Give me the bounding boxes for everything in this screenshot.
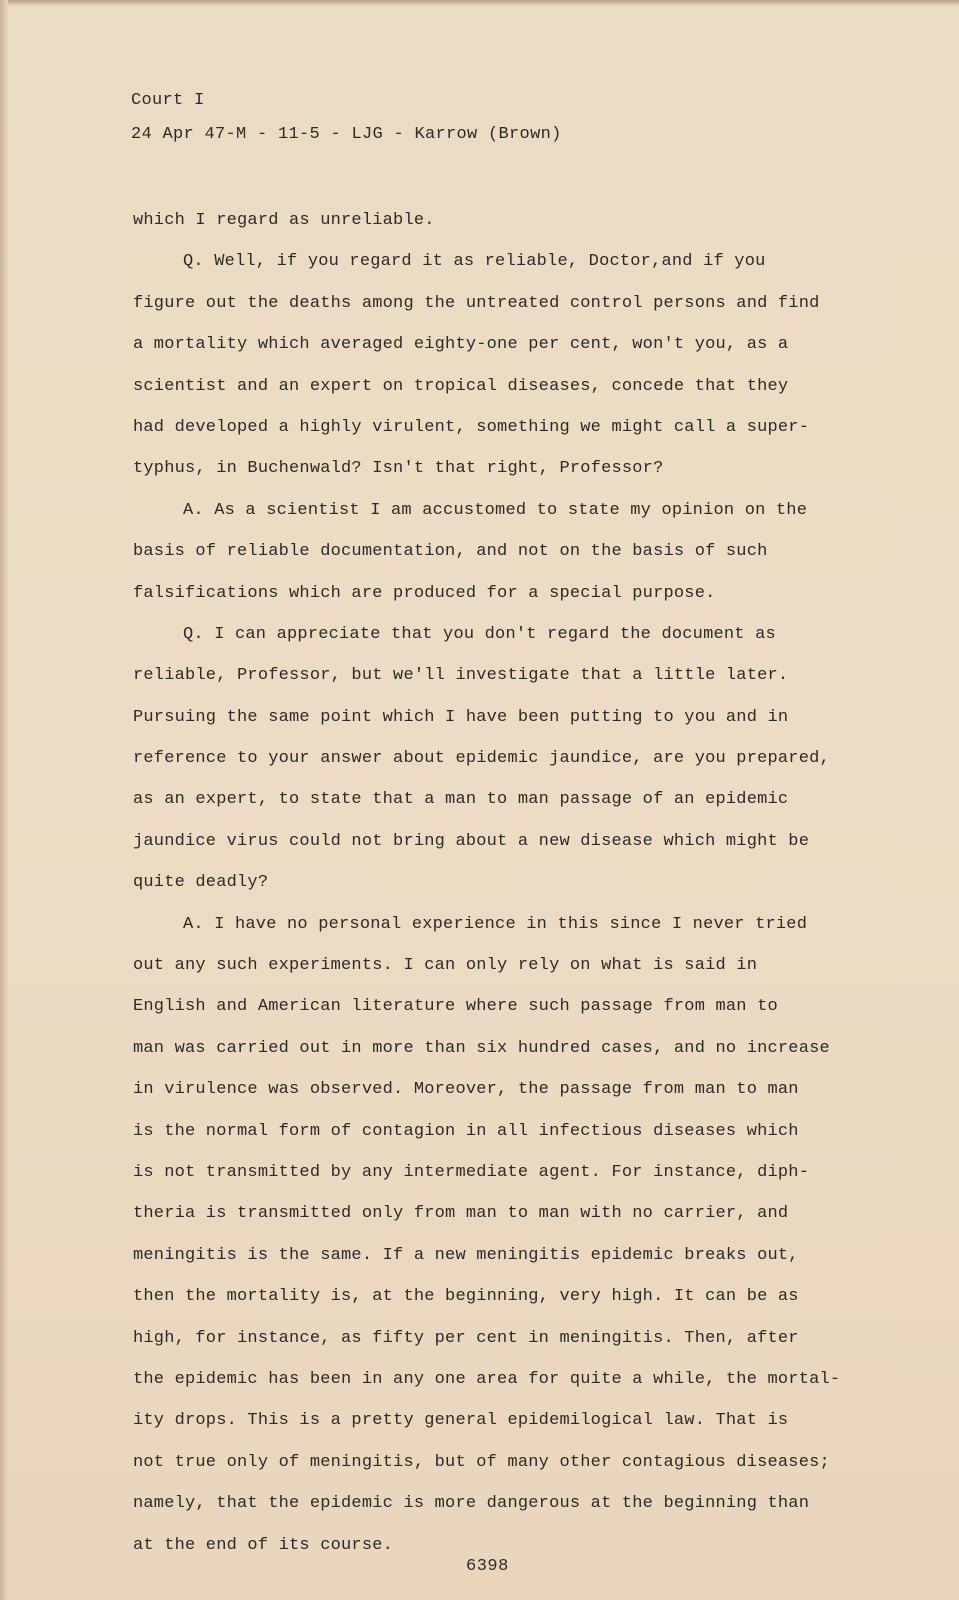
transcript-line: theria is transmitted only from man to man with no carrier, and xyxy=(133,1204,789,1224)
transcript-line: the epidemic has been in any one area for quite a while, the mortal- xyxy=(133,1369,841,1389)
transcript-line: quite deadly? xyxy=(133,873,269,893)
transcript-line: figure out the deaths among the untreated control persons and find xyxy=(133,293,820,313)
transcript-line: in virulence was observed. Moreover, the passage from man to man xyxy=(133,1080,799,1100)
transcript-line: namely, that the epidemic is more dangerous at the beginning than xyxy=(133,1494,810,1514)
transcript-line: scientist and an expert on tropical diseases, concede that they xyxy=(133,376,789,396)
transcript-line: out any such experiments. I can only rely on what is said in xyxy=(133,956,758,976)
session-line: 24 Apr 47-M - 11-5 - LJG - Karrow (Brown) xyxy=(131,125,562,144)
page-left-edge xyxy=(0,0,8,1600)
transcript-line: reference to your answer about epidemic jaundice, are you prepared, xyxy=(133,749,830,769)
transcript-line: English and American literature where such passage from man to xyxy=(133,997,778,1017)
transcript-line: A. I have no personal experience in this since I never tried xyxy=(183,914,808,934)
transcript-body xyxy=(133,200,853,1566)
transcript-line: Q. Well, if you regard it as reliable, Doctor,and if you xyxy=(183,252,766,272)
transcript-line: Pursuing the same point which I have been putting to you and in xyxy=(133,707,789,727)
transcript-line: which I regard as unreliable. xyxy=(133,211,435,230)
transcript-line: is the normal form of contagion in all infectious diseases which xyxy=(133,1121,799,1141)
transcript-line: is not transmitted by any intermediate agent. For instance, diph- xyxy=(133,1162,810,1182)
transcript-line: then the mortality is, at the beginning, very high. It can be as xyxy=(133,1287,799,1307)
transcript-line: high, for instance, as fifty per cent in meningitis. Then, after xyxy=(133,1328,799,1348)
transcript-line: ity drops. This is a pretty general epidemilogical law. That is xyxy=(133,1411,789,1431)
transcript-line: falsifications which are produced for a special purpose. xyxy=(133,583,716,603)
transcript-line: man was carried out in more than six hundred cases, and no increase xyxy=(133,1038,830,1058)
page-number: 6398 xyxy=(466,1557,509,1576)
transcript-line: A. As a scientist I am accustomed to state my opinion on the xyxy=(183,500,808,520)
transcript-line: had developed a highly virulent, something we might call a super- xyxy=(133,417,810,437)
court-label: Court I xyxy=(131,91,205,110)
transcript-line: as an expert, to state that a man to man passage of an epidemic xyxy=(133,790,789,810)
transcript-line: typhus, in Buchenwald? Isn't that right, Professor? xyxy=(133,459,664,479)
transcript-line: not true only of meningitis, but of many other contagious diseases; xyxy=(133,1452,830,1472)
transcript-line: meningitis is the same. If a new meningitis epidemic breaks out, xyxy=(133,1245,799,1265)
transcript-line: jaundice virus could not bring about a new disease which might be xyxy=(133,831,810,851)
page-top-edge xyxy=(0,0,959,6)
transcript-line: Q. I can appreciate that you don't regard the document as xyxy=(183,624,776,644)
transcript-line: a mortality which averaged eighty-one per cent, won't you, as a xyxy=(133,335,789,355)
transcript-line: at the end of its course. xyxy=(133,1535,394,1555)
page-header xyxy=(131,84,562,152)
transcript-line: basis of reliable documentation, and not on the basis of such xyxy=(133,542,768,562)
transcript-line: reliable, Professor, but we'll investigate that a little later. xyxy=(133,666,789,686)
